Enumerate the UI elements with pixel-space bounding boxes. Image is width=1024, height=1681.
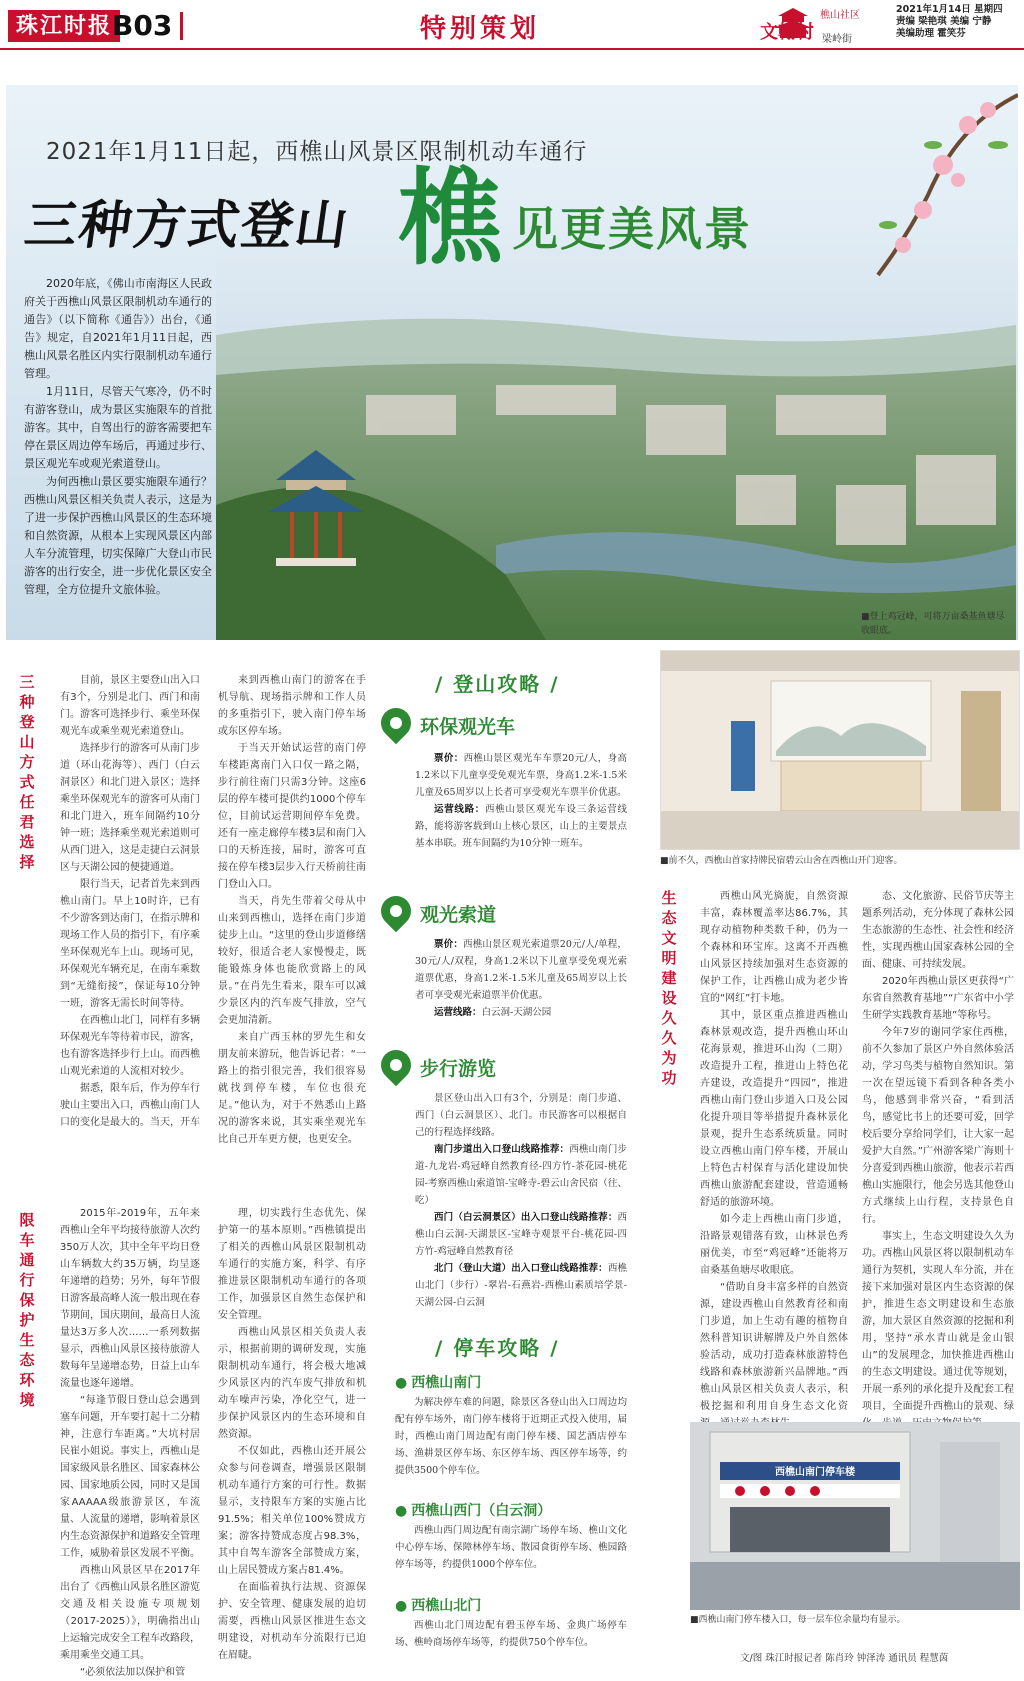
walk-route-label: 南门步道出入口登山线路推荐：: [434, 1144, 570, 1155]
lead-paragraph: 2020年底，《佛山市南海区人民政府关于西樵山风景区限制机动车通行的通告》（以下简称《通告》）出台，《通告》规定，自2021年1月11日起，西樵山风景名胜区内实行限制机动车通行管理。: [24, 277, 212, 380]
walk-route-text: 西樵山南门步道-九龙岩-鸡冠峰自然教育径-四方竹-茶花园-桃花园-考察西樵山索道馆-宝峰寺-碧云山舍民宿（往、吃）: [415, 1144, 627, 1206]
parking-text: [395, 1617, 627, 1651]
article-paragraph: 西樵山风景区早在2017年出台了《西樵山风景名胜区游览交通及相关设施专项规划（2017-2025）》，明确指出山上运输完成安全工程车改路段，乘用乘坐交通工具。: [60, 1565, 200, 1661]
lobby-illustration: [661, 651, 1020, 850]
article-paragraph: 2015年-2019年，五年来西樵山全年平均接待旅游人次约350万人次，其中全年平均日登山车辆数大约35万辆，均呈逐年递增的趋势；另外，每年节假日游客最高峰人流一般出现在春节期间，国庆期间，最高日人流量达3万多人次……一系列数据显示，西樵山风景区接待旅游人数每年呈递增态势，日益上山车流量也逐年递增。: [60, 1208, 200, 1389]
guide-heading-cableway: 观光索道: [420, 904, 497, 926]
article-paragraph: 态、文化旅游、民俗节庆等主题系列活动，充分体现了森林公园生态旅游的生态性、社会性和经济性，实现西樵山国家森林公园的全面、健康、可持续发展。: [862, 891, 1014, 970]
article-paragraph: 在西樵山北门，同样有多辆环保观光车等待着市民，游客，也有游客选择步行上山。而西樵山观光索道的人流相对较少。: [60, 1015, 200, 1077]
article-paragraph: 其中，景区重点推进西樵山森林景观改造，提升西樵山环山花海景观，推进环山沟（二期）改造提升工程，推进山上特色花卉建设，改造提升“四园”，推进西樵山南门登山步道入口及公园化提升项目等举措提升森林景化景观，提升生态系统质量。同时设立西樵山南门停车楼，开展山上特色古村保育与活化建设加快西樵山旅游配套建设，营造通畅舒适的旅游环境。: [700, 1010, 848, 1208]
article-paragraph: 当天，肖先生带着父母从中山来到西樵山，选择在南门步道徒步上山。“这里的登山步道修缮较好，很适合老人家慢慢走，既能锻炼身体也能欣赏路上的风景。”在肖先生看来，限车可以减少景区内的汽车废气排放，空气会更加清新。: [218, 896, 366, 1026]
price-label: 票价：: [434, 753, 464, 764]
headline-tail: 见更美风景: [512, 202, 752, 256]
parking-heading: ● 西樵山南门: [395, 1372, 481, 1392]
map-pin-icon: [375, 890, 417, 932]
garage-illustration: [690, 1422, 1020, 1610]
byline: 文/图 珠江时报记者 陈肖玲 钟泽涛 通讯员 程慧茵: [740, 1653, 949, 1664]
blossom-decoration: [848, 85, 1018, 285]
section1-column-b: [218, 672, 366, 1148]
guide-heading-walk: 步行游览: [420, 1058, 497, 1080]
guide-heading-bus: 环保观光车: [420, 716, 516, 738]
section2-column-a: [60, 1205, 200, 1681]
guide-text-cableway: [415, 936, 627, 1021]
hero-caption: ■登上鸡冠峰，可将万亩桑基鱼塘尽收眼底。: [861, 612, 1005, 636]
lead-text: [24, 275, 212, 599]
guide-title: / 登山攻略 /: [435, 672, 560, 696]
climbing-guide: [375, 660, 635, 1675]
page-number: B03: [112, 9, 173, 42]
map-pin-icon: [375, 702, 417, 744]
map-pin-icon: [375, 1044, 417, 1086]
article-paragraph: 事实上，生态文明建设久久为功。西樵山风景区将以限制机动车通行为契机，实现人车分流，并在接下来加强对景区内生态资源的保护，推进生态文明建设和生态旅游，加大景区自然资源的挖掘和利用，坚持“承水青山就是金山银山”的发展理念，加快推进西樵山的生态文明建设。通过优等规划，开展一系列的承化提升及配套工程项目，全面提升西樵山的景观、绿: [862, 1231, 1014, 1412]
section3-column-a: [700, 888, 848, 1432]
guide-text-walk: [415, 1090, 627, 1311]
header-divider: [180, 12, 183, 40]
section2-column-b: [218, 1205, 366, 1664]
article-paragraph: 西樵山风光旖旎，自然资源丰富，森林覆盖率达86.7%，其现存动植物种类数千种，仍为一个森林和环宝库。这离不开西樵山风景区持续加强对生态资源的保护工作，让西樵山成为老少皆宜的“网红”打卡地。: [700, 891, 848, 1004]
lobby-caption: ■前不久，西樵山首家持牌民宿碧云山舍在西樵山开门迎客。: [660, 856, 903, 866]
article-paragraph: 选择步行的游客可从南门步道（环山花海等）、西门（白云洞景区）和北门进入景区；选择乘坐环保观光车的游客可从南门和北门进入，班车间隔约10分钟一班；选择乘坐观光索道则可从西门进入，这是走捷白云洞景区与天湖公园的便捷通道。: [60, 743, 200, 873]
article-paragraph: 理，切实践行生态优先、保护第一的基本原则。”西樵镇提出了相关的西樵山风景区限制机动车通行的实施方案，科学、有序推进景区限制机动车通行的各项工作，加强景区自然生态保护和安全管理。: [218, 1208, 366, 1321]
article-paragraph: “借助自身丰富多样的自然资源，建设西樵山自然教育径和南门步道，加上生动有趣的植物自然科普知识讲解牌及户外自然体验活动，成功打造森林旅游特色线路和森林旅游新兴品牌地。”西樵山风景区相关负责人表示，积极挖掘和利用自身生态文化资: [700, 1282, 848, 1412]
article-paragraph: 如今走上西樵山南门步道，沿路景观错落有致，山林景色秀丽优美，市至“鸡冠峰”还能将万亩桑基鱼塘尽收眼底。: [700, 1214, 848, 1276]
headline: 三种方式登山: [21, 195, 354, 256]
hero-banner: [6, 85, 1018, 640]
parking-paragraph: 西樵山西门周边配有南宗湖广场停车场、樵山文化中心停车场、保障林停车场、散园食街停车场、樵园路停车场等，约提供1000个停车位。: [395, 1525, 627, 1570]
section-label-ecology: 生态文明建设久久为功: [661, 889, 677, 1087]
article-paragraph: 在面临着执行法规、资源保护、安全管理、健康发展的迫切需要，西樵山风景区推进生态文明建设，对机动车分流限行已迫在眉睫。: [218, 1582, 366, 1661]
article-paragraph: 来到西樵山南门的游客在手机导航、现场指示牌和工作人员的多重指引下，驶入南门停车场或东区停车场。: [218, 675, 366, 737]
section-title: 特别策划: [420, 14, 541, 44]
subheadline: 2021年1月11日起，西樵山风景区限制机动车通行: [46, 139, 588, 165]
parking-heading: ● 西樵山北门: [395, 1595, 481, 1615]
article-paragraph: 2020年西樵山景区更获得“广东省自然教育基地”“广东省中小学生研学实践教育基地”等称号。: [862, 976, 1014, 1021]
walk-route-label: 西门（白云洞景区）出入口登山线路推荐：: [434, 1212, 618, 1223]
article-paragraph: 于当天开始试运营的南门停车楼距离南门入口仅一路之隔，步行前往南门只需3分钟。这座6层的停车楼可提供约1000个停车位，目前试运营期间停车免费。还有一座走廊停车楼3层和南门入口的天桥连接，届时，游客可直接在停车楼3层步入行天桥前往南门登山入口。: [218, 743, 366, 890]
masthead: 珠江时报: [8, 10, 120, 42]
price-text: 西樵山景区观光索道票20元/人/单程，30元/人/双程，身高1.2米以下儿童享受免观光索道票优惠，身高1.2米-1.5米儿童及65周岁以上长者可享受观光索道票半价优惠。: [415, 939, 627, 1001]
article-paragraph: “每逢节假日登山总会遇到塞车问题，开车要打起十二分精神，注意行车距离。”大坑村居民崔小姐说。事实上，西樵山是国家级风景名胜区、国家森林公园、国家地质公园，同时又是国家AAAAA级旅游景区，车流量、人流量的递增，影响着景区内生态资源保护和道路安全管理工作，威胁着景区发展不平衡。: [60, 1395, 200, 1559]
issue-date: 2021年1月14日 星期四: [896, 4, 1003, 15]
guide-text-bus: [415, 750, 627, 852]
article-paragraph: “必须依法加以保护和管: [80, 1667, 186, 1678]
article-paragraph: 限行当天，记者首先来到西樵山南门。早上10时许，已有不少游客到达南门，在指示牌和现场工作人员的指引下，有序乘坐环保观光车上山。现场可见，环保观光车辆充足，在南车乘数到“无缝衔接”，保证每10分钟一班，游客无需长时间等待。: [60, 879, 200, 1009]
column-sub: 樵山社区: [820, 10, 860, 21]
column-logo: [760, 6, 890, 44]
parking-garage-photo: [690, 1422, 1020, 1610]
parking-paragraph: 西樵山北门周边配有碧玉停车场、金典广场停车场、樵岭商场停车场等，约提供750个停车位。: [395, 1620, 627, 1648]
parking-text: [395, 1522, 627, 1573]
price-label: 票价：: [434, 939, 464, 950]
issue-assistant: 美编助理 霍笑芬: [896, 28, 966, 39]
guesthouse-lobby-photo: [660, 650, 1020, 850]
article-paragraph: 来自广西玉林的罗先生和女朋友前来游玩，他告诉记者：“一路上的指引很完善，我们很容易就找到停车楼，车位也很充足。”他认为，对于不熟悉山上路况的游客来说，其实乘坐观光车比自己开车更方便，也更安全。: [218, 1032, 366, 1145]
landscape-photo: [216, 245, 1016, 640]
column-right: 梁岭街: [822, 34, 852, 45]
parking-text: [395, 1394, 627, 1479]
walk-route-text: 西樵山北门（步行）-翠岩-石燕岩-西樵山素质培学景-天湖公园-白云洞: [415, 1263, 627, 1308]
walk-route-label: 北门（登山大道）出入口登山线路推荐：: [434, 1263, 608, 1274]
route-label: 运营线路：: [434, 804, 485, 815]
column-brand: 文翰村: [760, 22, 814, 43]
parking-heading: ● 西樵山西门（白云洞）: [395, 1500, 551, 1520]
walk-intro: 景区登山出入口有3个，分别是：南门步道、西门（白云洞景区）、北门。市民游客可以根据自己的行程选择线路。: [415, 1093, 627, 1138]
parking-title: / 停车攻略 /: [435, 1336, 560, 1360]
headline-big-char: 樵: [398, 156, 503, 279]
article-paragraph: 不仅如此，西樵山还开展公众参与问卷调查，增强景区限制机动车通行方案的可行性。数据显示，支持限车方案的实施占比91.5%；相关单位100%赞成方案；游客持赞成态度占98.3%，其中自驾车游客全部赞成方案，山上居民赞成方案占81.4%。: [218, 1446, 366, 1576]
issue-meta: [896, 4, 1020, 40]
lead-paragraph: 1月11日，尽管天气寒冷，仍不时有游客登山，成为景区实施限车的首批游客。其中，自驾出行的游客需要把车停在景区周边停车场后，再通过步行、景区观光车或观光索道登山。: [24, 385, 212, 470]
route-text: 白云洞-天湖公园: [481, 1007, 552, 1018]
walk-route-text: 西樵山白云洞-天湖景区-宝峰寺观景平台-桃花园-四方竹-鸡冠峰自然教育径: [415, 1212, 627, 1257]
article-paragraph: 今年7岁的谢同学家住西樵，前不久参加了景区户外自然体验活动，学习鸟类与植物自然知识。第一次在望远镜下看到各种各类小鸟，他感到非常兴奋，“看到活鸟，感觉比书上的还要可爱，回学校后要分享给同学们，让大家一起爱护大自然。”广州游客梁广海则十分喜爱到西樵山旅游，他表示若西樵山实施限行，他会另选其他登山方式继续上山行程，支持景色自行。: [862, 1027, 1014, 1225]
section-label-protect: 限车通行保护生态环境: [19, 1211, 35, 1409]
garage-caption: ■西樵山南门停车楼入口，每一层车位余量均有显示。: [690, 1615, 906, 1625]
article-paragraph: 目前，景区主要登山出入口有3个，分别是北门、西门和南门。游客可选择步行、乘坐环保观光车或乘坐观光索道登山。: [60, 675, 200, 737]
price-text: 西樵山景区观光车车票20元/人，身高1.2米以下儿童享受免观光车票，身高1.2米-1.5米儿童及65周岁以上长者可享受观光车票半价优惠。: [415, 753, 627, 798]
article-paragraph: 西樵山风景区相关负责人表示，根据前期的调研发现，实施限制机动车通行，将会极大地减少风景区内的汽车废气排放和机动车噪声污染，净化空气，进一步保护风景区内的生态环境和自然资源。: [218, 1327, 366, 1440]
issue-editor: 责编 梁艳琪 美编 宁静: [896, 16, 992, 27]
page-header: [0, 0, 1024, 50]
parking-paragraph: 为解决停车难的问题，除景区各登山出入口周边均配有停车场外，南门停车楼将于近期正式投入使用，届时，西樵山南门周边配有南门停车楼、国艺酒店停车场、渔耕景区停车场、东区停车场、西区停车场等，约提供3500个停车位。: [395, 1397, 627, 1476]
article-paragraph: 据悉，限车后，作为停车行驶山主要出入口，西樵山南门人口的变化是最大的。当天，开车: [60, 1083, 200, 1128]
lead-paragraph: 为何西樵山景区要实施限车通行？西樵山风景区相关负责人表示，这是为了进一步保护西樵山风景区的生态环境和自然资源，从根本上实现风景区内部人车分流管理，切实保障广大登山市民游客的出行安全，进一步优化景区安全管理，全方位提升文旅体验。: [24, 475, 212, 596]
section-label-ways: 三种登山方式任君选择: [19, 673, 35, 871]
section1-column-a: [60, 672, 200, 1131]
route-label: 运营线路：: [434, 1007, 482, 1018]
section3-column-b: [862, 888, 1014, 1432]
garage-sign: 西樵山南门停车楼: [775, 1467, 855, 1478]
route-text: 西樵山景区观光车设三条运营线路，能将游客载到山上核心景区，山上的主要景点基本串联。班车间隔约为10分钟一班车。: [415, 804, 627, 849]
